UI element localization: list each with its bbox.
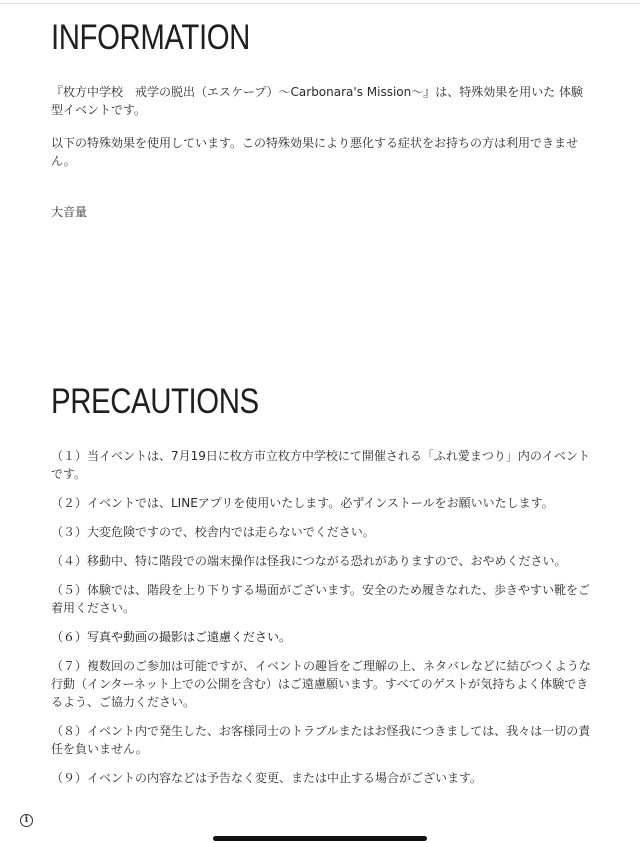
top-divider (0, 3, 640, 4)
precautions-list (51, 447, 591, 798)
precaution-item-3: （３）大変危険ですので、校舎内では走らないでください。 (51, 525, 375, 539)
information-effect-loud-sound: 大音量 (51, 205, 88, 219)
precaution-item-4: （４）移動中、特に階段での端末操作は怪我につながる恐れがありますので、おやめください。 (51, 554, 567, 568)
information-heading: INFORMATION (51, 18, 250, 57)
precaution-item-8: （８）イベント内で発生した、お客様同士のトラブルまたはお怪我につきましては、我々は一切の責任を負いません。 (51, 724, 591, 756)
precaution-item-2: （２）イベントでは、LINEアプリを使用いたします。必ずインストールをお願いいたします。 (51, 496, 554, 510)
precautions-heading: PRECAUTIONS (51, 382, 259, 421)
precaution-item-9: （９）イベントの内容などは予告なく変更、または中止する場合がございます。 (51, 771, 483, 785)
information-paragraph-effects: 以下の特殊効果を使用しています。この特殊効果により悪化する症状をお持ちの方は利用できません。 (51, 136, 579, 168)
info-icon[interactable]: i (20, 814, 33, 827)
precaution-item-6: （６）写真や動画の撮影はご遠慮ください。 (51, 630, 292, 644)
precaution-item-5: （５）体験では、階段を上り下りする場面がございます。安全のため履きなれた、歩きやすい靴をご着用ください。 (51, 583, 591, 615)
home-indicator[interactable] (213, 836, 427, 841)
precaution-item-1: （１）当イベントは、7月19日に枚方市立枚方中学校にて開催される「ふれ愛まつり」内のイベントです。 (51, 449, 590, 481)
precaution-item-7: （７）複数回のご参加は可能ですが、イベントの趣旨をご理解の上、ネタバレなどに結びつくような行動（インターネット上での公開を含む）はご遠慮願います。すべてのゲストが気持ちよく体験できるよう、ご協力ください。 (51, 659, 591, 709)
information-paragraph-intro: 『枚方中学校 戒学の脱出（エスケープ）〜Carbonara's Mission〜』は、特殊効果を用いた 体験型イベントです。 (51, 85, 584, 117)
